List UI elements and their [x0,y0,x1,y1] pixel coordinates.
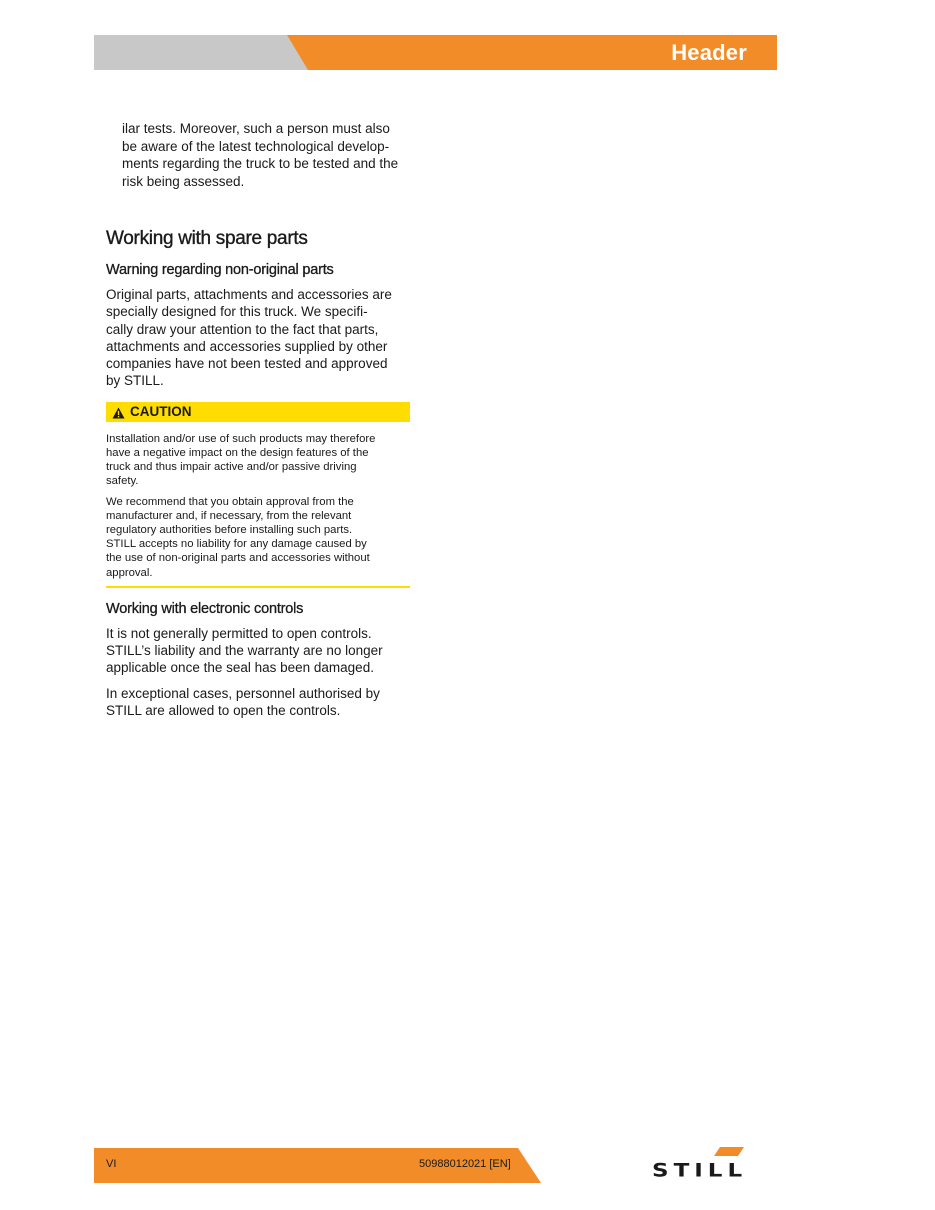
text-line: applicable once the seal has been damaged. [106,660,374,676]
text-line: approval. [106,566,153,579]
text-line: attachments and accessories supplied by other [106,338,388,354]
text-line: by STILL. [106,373,164,389]
text-line: regulatory authorities before installing such parts. [106,524,353,536]
electronics-paragraph [106,685,411,720]
text-line: have a negative impact on the design features of the [106,446,369,459]
electronics-subtitle: Working with electronic controls [106,600,304,617]
page-content [106,120,411,719]
text-line: ilar tests. Moreover, such a person must also [122,121,390,136]
caution-label: CAUTION [130,403,192,419]
text-line: STILL are allowed to open the controls. [106,703,341,718]
text-line: specially designed for this truck. We specifi- [106,304,368,320]
page-footer [94,1148,541,1183]
document-number: 50988012021 [EN] [419,1158,511,1170]
text-line: companies have not been tested and approved [106,356,388,372]
page-header [94,35,777,70]
text-line: safety. [106,475,139,488]
caution-paragraph [106,495,411,580]
text-line: risk being assessed. [122,173,245,189]
text-line: STILL accepts no liability for any damage caused by [106,538,367,551]
header-title: Header [671,40,747,65]
warning-subtitle: Warning regarding non-original parts [106,262,334,278]
text-line: manufacturer and, if necessary, from the relevant [106,509,352,522]
text-line: truck and thus impair active and/or passive driving [106,461,357,474]
electronics-paragraph [106,625,411,677]
text-line: be aware of the latest technological develop- [122,138,390,154]
intro-paragraph [122,120,411,190]
caution-paragraph [106,432,411,489]
text-line: We recommend that you obtain approval from the [106,495,354,508]
text-line: Installation and/or use of such products may therefore [106,432,376,445]
logo-accent-icon [714,1147,744,1157]
text-line: ments regarding the truck to be tested and the [122,156,399,171]
text-line: In exceptional cases, personnel authorised by [106,685,380,701]
caution-divider [106,586,410,588]
text-line: It is not generally permitted to open controls. [106,625,372,641]
warning-triangle-icon [112,406,125,424]
text-line: cally draw your attention to the fact that parts, [106,321,379,337]
logo-text: STILL [652,1160,748,1182]
still-logo [652,1147,778,1185]
warning-paragraph [106,286,411,390]
text-line: STILL’s liability and the warranty are no longer [106,643,383,659]
section-title: Working with spare parts [106,228,308,249]
page-number: VI [106,1158,117,1170]
text-line: the use of non-original parts and accessories without [106,552,370,565]
text-line: Original parts, attachments and accessories are [106,287,392,302]
caution-banner [106,402,410,422]
